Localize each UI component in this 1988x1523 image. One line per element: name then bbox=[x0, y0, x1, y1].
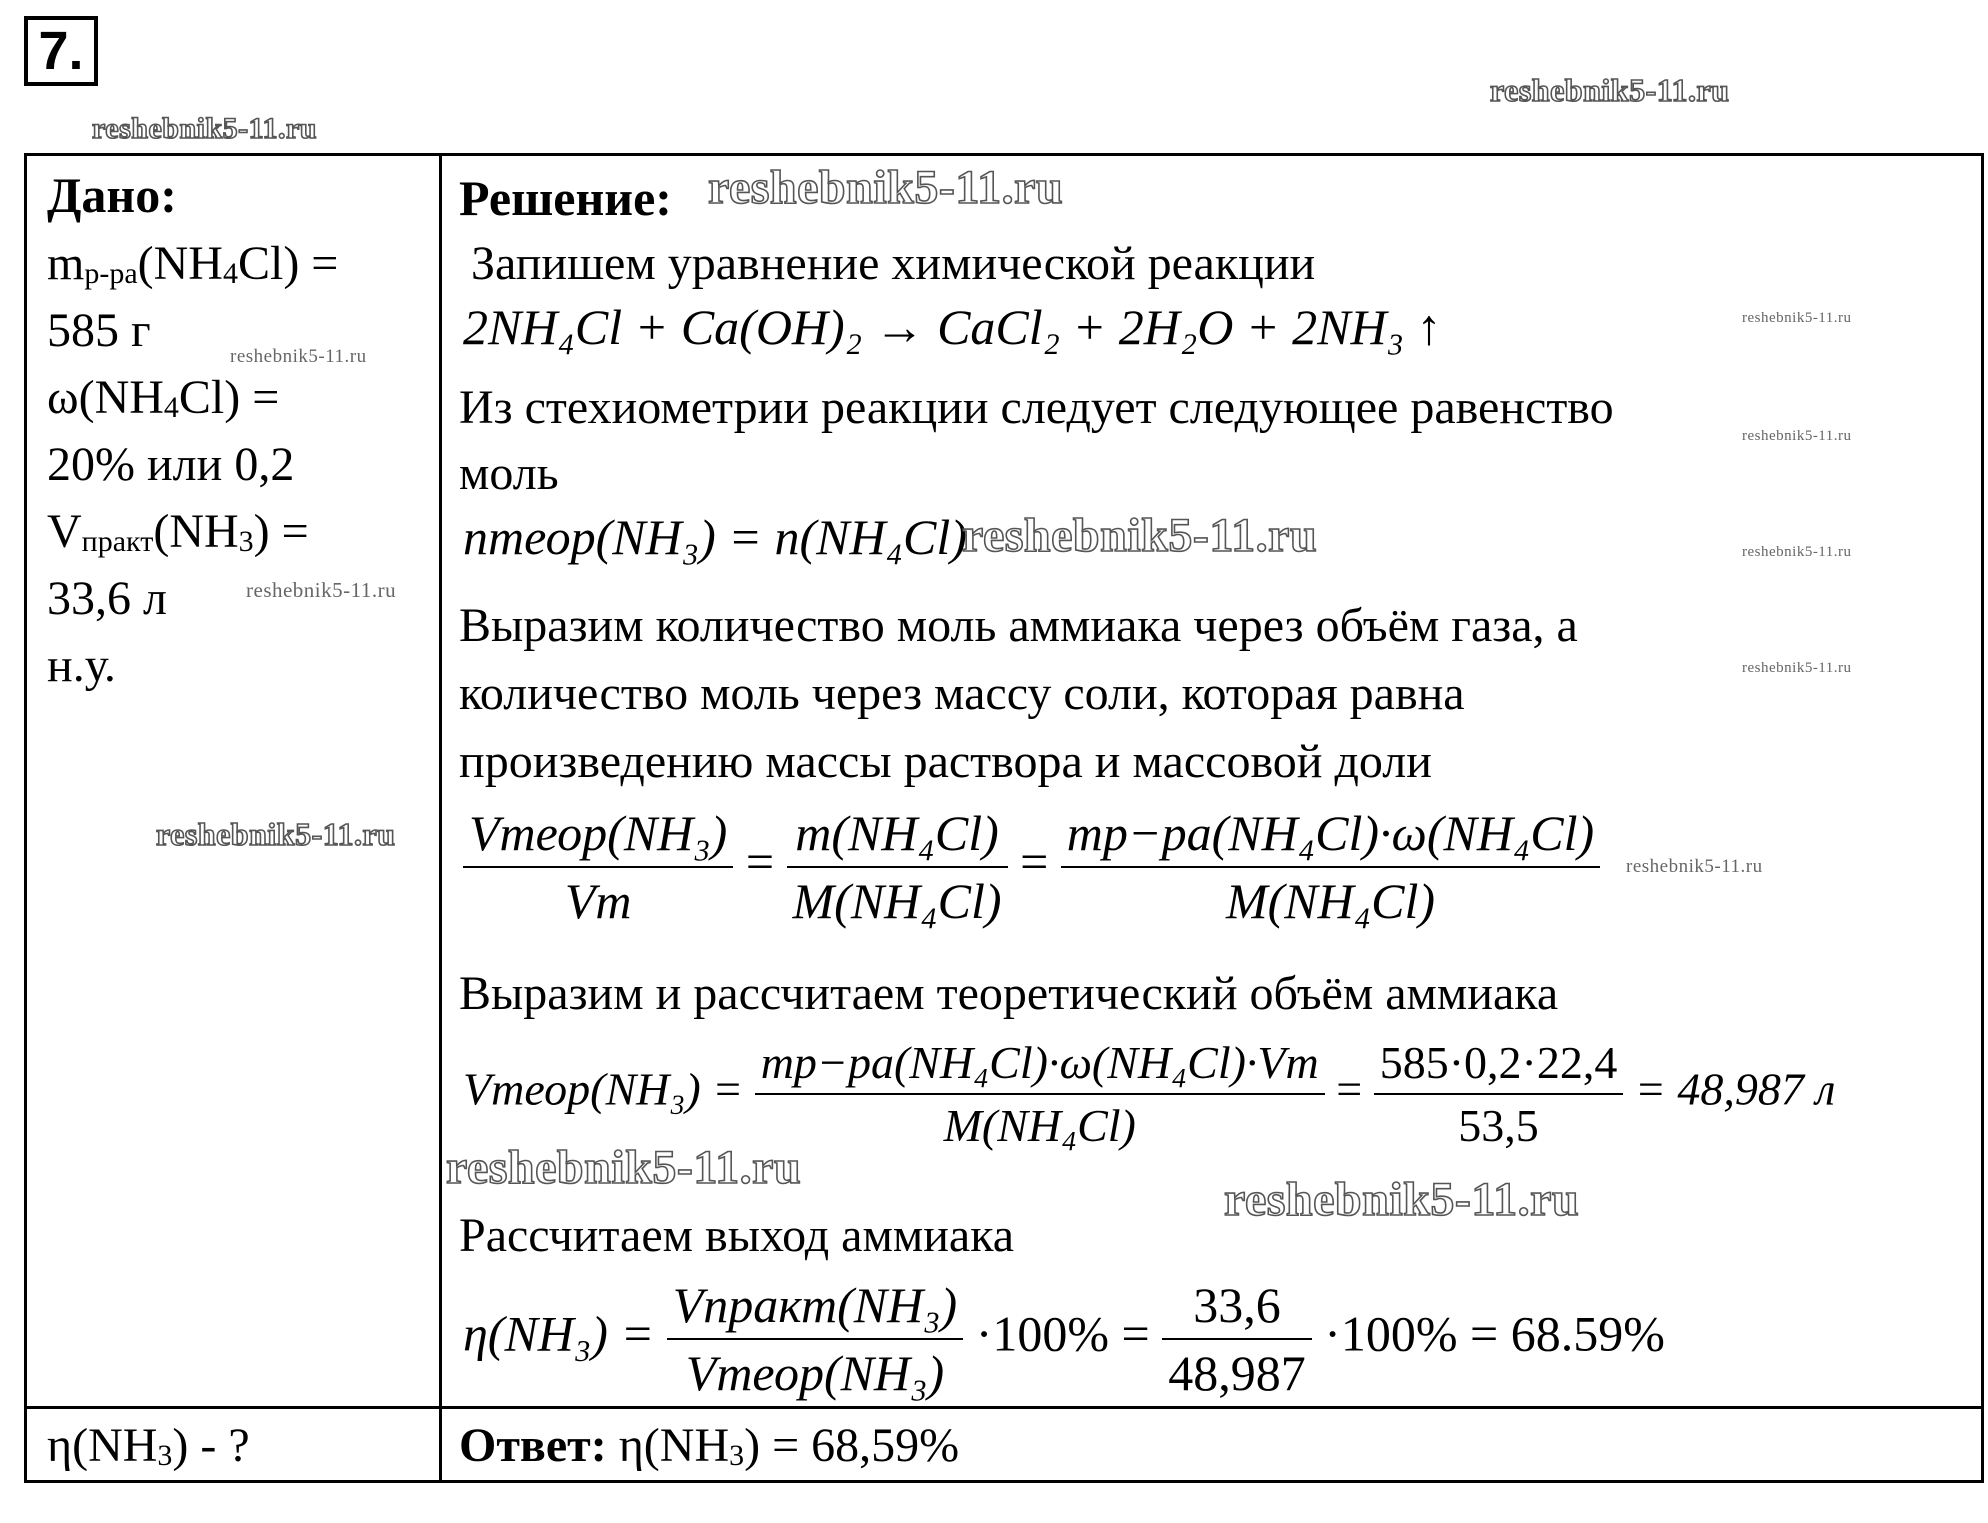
solution-step-3b: количество моль через массу соли, которая равна bbox=[459, 667, 1465, 720]
given-mass-solution: $m_{р-ра}(NH_4Cl)$ = bbox=[47, 237, 339, 290]
watermark: reshebnik5-11.ru bbox=[230, 346, 367, 367]
watermark: reshebnik5-11.ru bbox=[1626, 856, 1763, 877]
solution-step-4: Выразим и рассчитаем теоретический объём аммиака bbox=[459, 967, 1559, 1020]
watermark: reshebnik5-11.ru bbox=[962, 509, 1318, 562]
watermark: reshebnik5-11.ru bbox=[708, 161, 1064, 214]
given-title: Дано: bbox=[47, 167, 177, 223]
given-volume-value: 33,6 л bbox=[47, 572, 167, 625]
given-mass-value: 585 г bbox=[47, 304, 151, 357]
answer-label: Ответ: bbox=[459, 1419, 607, 1472]
fraction-denominator: Vm bbox=[564, 873, 632, 929]
fraction-numerator: mр−ра(NH₄Cl)·ω(NH₄Cl)·Vm bbox=[760, 1037, 1319, 1088]
solution-step-3a: Выразим количество моль аммиака через объём газа, а bbox=[459, 599, 1578, 652]
solution-step-5: Рассчитаем выход аммиака bbox=[459, 1209, 1015, 1262]
fraction-denominator: 53,5 bbox=[1458, 1100, 1539, 1151]
watermark: reshebnik5-11.ru bbox=[156, 816, 396, 852]
solution-step-2a: Из стехиометрии реакции следует следующее равенство bbox=[459, 381, 1614, 434]
watermark: reshebnik5-11.ru bbox=[1742, 310, 1852, 326]
theoretical-volume-equation: Vтеор(NH₃) = $\frac{\text{mр−ра(NH₄Cl)·ω(NH₄Cl)·Vm}}{\text{M(NH₄Cl)}}$ = $\frac{585\cdot 0,2\cdot 22,4}{53,5}$ = 48,987 л bbox=[463, 1037, 1836, 1151]
fraction-numerator: mр−ра(NH₄Cl)·ω(NH₄Cl) bbox=[1066, 805, 1595, 861]
problem-number: 7. bbox=[24, 16, 98, 86]
solution-title: Решение: bbox=[459, 170, 672, 226]
reaction-equation: 2NH₄Cl + Ca(OH)₂ → CaCl₂ + 2H₂O + 2NH₃ ↑ bbox=[463, 299, 1442, 355]
stoichiometry-equation: nтеор(NH₃) = n(NH₄Cl) bbox=[463, 509, 967, 565]
fraction-numerator: Vтеор(NH₃) bbox=[469, 805, 728, 861]
watermark: reshebnik5-11.ru bbox=[446, 1141, 802, 1194]
watermark: reshebnik5-11.ru bbox=[1224, 1173, 1580, 1226]
row-divider bbox=[27, 1406, 1981, 1409]
fraction-denominator: M(NH₄Cl) bbox=[943, 1100, 1136, 1151]
given-conditions: н.у. bbox=[47, 639, 116, 692]
given-cell bbox=[47, 162, 427, 699]
ratio-equation: $\frac{\text{Vтеор(NH₃)}}{Vm}$ = $\frac{\text{m(NH₄Cl)}}{\text{M(NH₄Cl)}}$ = $\frac{\text{mр−ра(NH₄Cl)·ω(NH₄Cl)}}{\text{M(NH₄Cl)}}$ bbox=[463, 804, 1600, 930]
fraction-denominator: Vтеор(NH₃) bbox=[685, 1345, 945, 1401]
watermark: reshebnik5-11.ru bbox=[246, 578, 397, 602]
watermark: reshebnik5-11.ru bbox=[92, 112, 317, 145]
solution-step-2b: моль bbox=[459, 447, 559, 500]
fraction-denominator: M(NH₄Cl) bbox=[1225, 873, 1436, 929]
fraction-numerator: 585·0,2·22,4 bbox=[1379, 1037, 1618, 1088]
solution-step-3c: произведению массы раствора и массовой доли bbox=[459, 735, 1432, 788]
given-mass-fraction: $\omega(NH_4Cl)$ = bbox=[47, 371, 280, 424]
yield-equation: η(NH₃) = $\frac{\text{Vпракт(NH₃)}}{\text{Vтеор(NH₃)}}$ ·100% = $\frac{33,6}{48,987}$ ·100% = 68.59% bbox=[463, 1277, 1665, 1401]
given-fraction-value: 20% или 0,2 bbox=[47, 438, 295, 491]
fraction-denominator: M(NH₄Cl) bbox=[792, 873, 1002, 929]
fraction-numerator: Vпракт(NH₃) bbox=[672, 1277, 958, 1333]
watermark: reshebnik5-11.ru bbox=[1490, 72, 1730, 108]
fraction-numerator: 33,6 bbox=[1193, 1277, 1281, 1333]
watermark: reshebnik5-11.ru bbox=[1742, 428, 1852, 444]
fraction-numerator: m(NH₄Cl) bbox=[795, 805, 999, 861]
solution-cell bbox=[459, 156, 1969, 1406]
watermark: reshebnik5-11.ru bbox=[1742, 660, 1852, 676]
solution-step-1: Запишем уравнение химической реакции bbox=[471, 237, 1316, 290]
fraction-denominator: 48,987 bbox=[1168, 1345, 1306, 1401]
watermark: reshebnik5-11.ru bbox=[1742, 544, 1852, 560]
answer-cell: Ответ: $\eta(NH_3) = 68,59\%$ bbox=[459, 1419, 960, 1472]
column-divider bbox=[439, 156, 442, 1480]
given-practical-volume: $V_{практ}(NH_3)$ = bbox=[47, 505, 309, 558]
find-cell: $\eta(NH_3)$ - ? bbox=[47, 1419, 250, 1472]
